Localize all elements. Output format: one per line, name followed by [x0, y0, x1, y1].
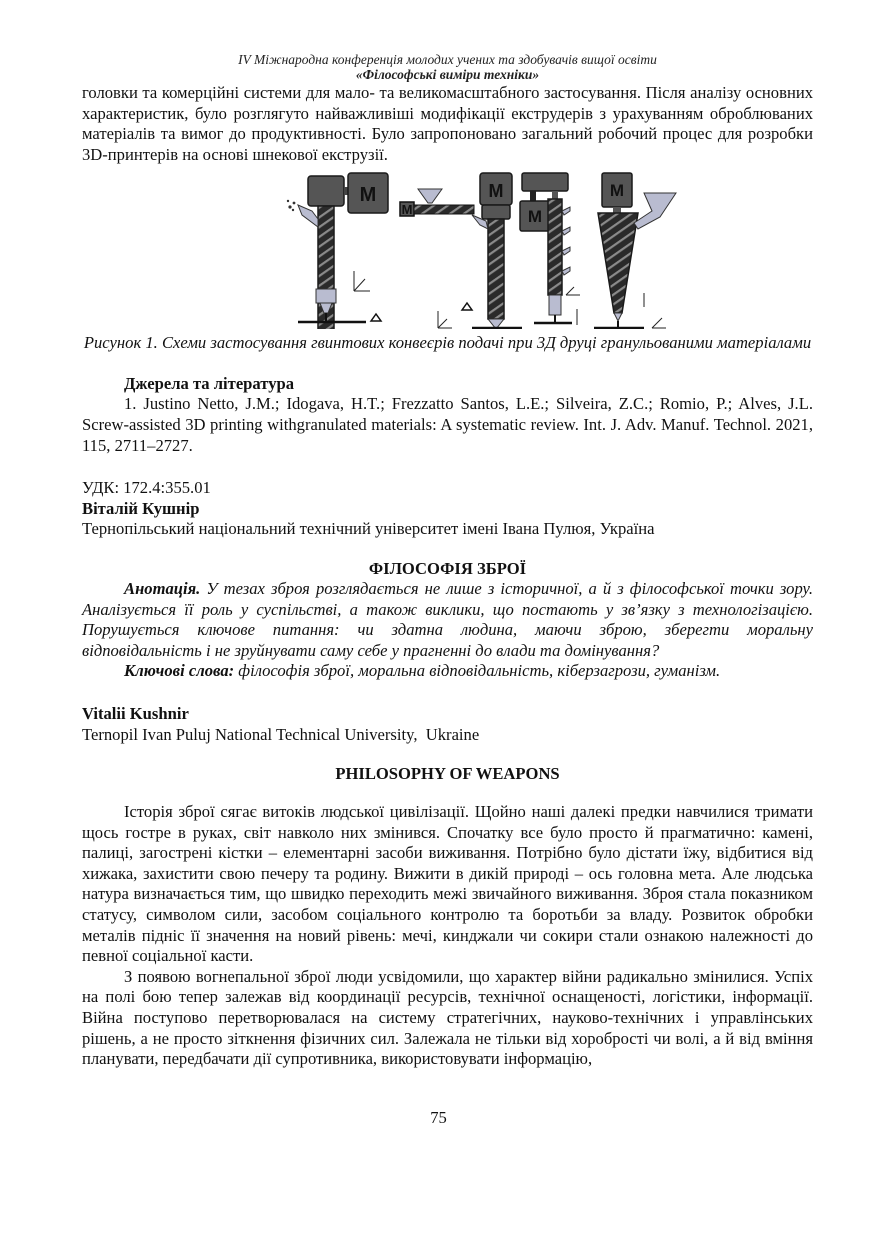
svg-text:M: M	[527, 207, 543, 227]
reference-item: 1. Justino Netto, J.M.; Idogava, H.T.; Frezzatto Santos, L.E.; Silveira, Z.C.; Romio, P.; Alves, J.L. Screw-assisted 3D printing withgranulated materials: A systematic review. Int. J. Adv. Manuf. Technol. 2021, 115, 2711–2727.	[82, 394, 813, 455]
affiliation-ua: Тернопільський національний технічний університет імені Івана Пулюя, Україна	[82, 519, 655, 539]
body-paragraph: З появою вогнепальної зброї люди усвідомили, що характер війни радикально змінилися. Успіх на полі бою тепер залежав від координації ресурсів, технічної оснащеності, логістики, інформації. Війна поступово перетворювалася на систему стратегічних, науково-технічних і управлінських рішень, а не просто зіткнення фізичних сил. Залежала не тільки від хоробрості чи волі, а й від вміння планувати, передбачати дії супротивника, використовувати інформацію,	[82, 966, 813, 1069]
header-conference: IV Міжнародна конференція молодих учених та здобувачів вищої освіти	[238, 52, 657, 67]
schematic-1	[287, 173, 388, 329]
figure-caption: Рисунок 1. Схеми застосування гвинтових конвеєрів подачі при 3Д друці гранульованими матеріалами	[83, 333, 812, 353]
article-title-en: PHILOSOPHY OF WEAPONS	[335, 764, 560, 784]
svg-text:M: M	[488, 181, 504, 202]
affiliation-en: Ternopil Ivan Puluj National Technical University, Ukraine	[82, 724, 480, 744]
author-name-en: Vitalii Kushnir	[82, 703, 189, 723]
udk-code: УДК: 172.4:355.01	[82, 478, 211, 498]
keywords-text: філософія зброї, моральна відповідальність, кіберзагрози, гуманізм.	[234, 661, 721, 681]
article-body	[82, 802, 813, 1070]
svg-text:M: M	[609, 181, 625, 201]
svg-text:M: M	[359, 184, 377, 207]
document-page	[82, 52, 813, 1070]
figure-1	[82, 171, 813, 329]
header-theme: «Філософські виміри техніки»	[355, 67, 540, 82]
abstract-text: У тезах зброя розглядається не лише з історичної, а й з філософської точки зору. Аналізується її роль у суспільстві, а також виклики, що постають у зв’язку з технологізацією. Порушується ключове питання: чи здатна людина, маючи зброю, зберегти моральну відповідальність і не зруйнувати саму себе у прагненні до влади та домінування?	[82, 578, 813, 660]
screw-extruder-schematics	[272, 171, 692, 329]
schematic-4	[594, 173, 676, 328]
intro-paragraph: головки та комерційні системи для мало- та великомасштабного застосування. Після аналізу основних характеристик, було розглягуто найважливіші модифікації екструдерів з урахуванням оброблюваних матеріалів та вимог до продуктивності. Було запропоновано загальний робочий процес для розробки 3D-принтерів на основі шнекової екструзії.	[82, 83, 813, 164]
article-title-ua: ФІЛОСОФІЯ ЗБРОЇ	[368, 558, 527, 578]
body-paragraph: Історія зброї сягає витоків людської цивілізації. Щойно наші далекі предки навчилися тримати щось гостре в руках, світ навколо них змінився. Спочатку все було просто й прагматично: камені, палиці, загострені кістки – елементарні засоби виживання. Потрібно було дістати їжу, відбитися від хижака, захистити свою печеру та родину. Вижити в дикій природі – ось головна мета. Але людська натура визначається тим, що швидко переходить межі звичайного виживання. Зброя стала показником статусу, символом сили, засобом соціального контролю та боротьби за владу. Розвиток обробки металів підніс її значення на новий рівень: мечі, кинджали чи сокири стали ознакою належності до певної соціальної касти.	[82, 802, 813, 966]
abstract	[82, 579, 813, 661]
author-name-ua: Віталій Кушнір	[82, 498, 200, 518]
keywords-label: Ключові слова:	[124, 661, 235, 681]
page-number: 75	[430, 1108, 447, 1127]
svg-text:M: M	[401, 202, 413, 218]
running-header	[82, 52, 813, 82]
abstract-label: Анотація.	[124, 578, 201, 598]
keywords	[82, 661, 813, 682]
references-heading: Джерела та література	[124, 374, 295, 394]
schematic-2	[400, 173, 522, 329]
schematic-3	[520, 173, 580, 325]
